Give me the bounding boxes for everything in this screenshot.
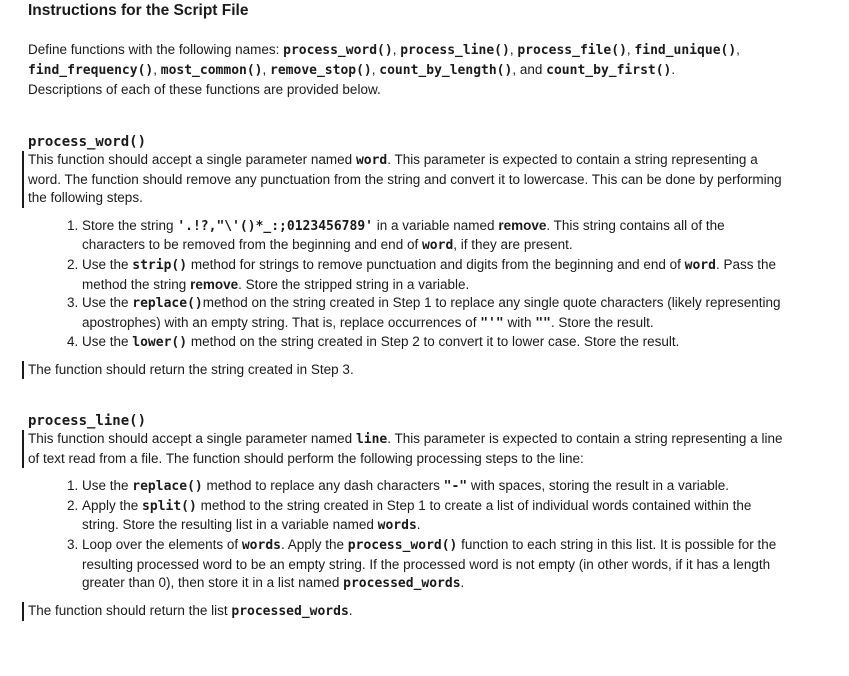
section-process-line bbox=[22, 412, 832, 621]
list-item: 2. Use the strip() method for strings to remove punctuation and digits from the beginning and end of word. Pass the method the string remove. Store the stripped string in a variable. bbox=[82, 256, 782, 294]
fn-find-unique: find_unique() bbox=[634, 43, 737, 58]
list-item: 3. Use the replace()method on the string created in Step 1 to replace any single quote characters (likely representing apostrophes) with an empty string. That is, replace occurrences of "'" with "". Store the result. bbox=[82, 294, 782, 333]
list-item: 4. Use the lower() method on the string created in Step 2 to convert it to lower case. Store the result. bbox=[82, 333, 782, 353]
list-item: 3. Loop over the elements of words. Apply the process_word() function to each string in this list. It is possible for the resulting processed word to be an empty string. If the processed word is not empty (in other words, if it has a length greater than 0), then store it in a list named processed_words. bbox=[82, 536, 782, 594]
fn-find-frequency: find_frequency() bbox=[28, 63, 154, 78]
return-statement: The function should return the string created in Step 3. bbox=[22, 361, 832, 379]
section-heading: process_word() bbox=[28, 134, 147, 150]
section-process-word bbox=[22, 133, 832, 379]
section-description bbox=[22, 430, 832, 468]
list-item: 2. Apply the split() method to the string created in Step 1 to create a list of individual words contained within the string. Store the resulting list in a variable named words. bbox=[82, 497, 782, 536]
section-desc-text: This function should accept a single parameter named line. This parameter is expected to contain a string representing a line of text read from a file. The function should perform the following processing steps to the line: bbox=[28, 431, 783, 466]
list-item: 1. Use the replace() method to replace any dash characters "-" with spaces, storing the result in a variable. bbox=[82, 477, 782, 497]
fn-count-by-length: count_by_length() bbox=[379, 63, 513, 78]
fn-process-line: process_line() bbox=[400, 43, 510, 58]
fn-remove-stop: remove_stop() bbox=[270, 63, 372, 78]
section-description bbox=[22, 151, 832, 208]
intro-paragraph: Define functions with the following names: process_word(), process_line(), process_file(), find_unique(), find_frequency(), most_common(), remove_stop(), count_by_length(), and count_by_first(). Descriptions of each of these functions are provided below. bbox=[28, 42, 740, 97]
section-desc-text: This function should accept a single parameter named word. This parameter is expected to contain a string representing a word. The function should remove any punctuation from the string and convert it to lowercase. This can be done by performing the following steps. bbox=[28, 152, 782, 206]
page-title: Instructions for the Script File bbox=[28, 2, 249, 19]
return-statement: The function should return the list processed_words. bbox=[22, 602, 832, 621]
fn-most-common: most_common() bbox=[160, 63, 263, 78]
param-word: word bbox=[355, 153, 388, 168]
steps-list bbox=[22, 477, 782, 594]
fn-count-by-first: count_by_first() bbox=[546, 63, 672, 78]
param-line: line bbox=[355, 432, 388, 447]
fn-process-file: process_file() bbox=[517, 43, 627, 58]
fn-process-word: process_word() bbox=[283, 43, 393, 58]
intro-suffix: Descriptions of each of these functions are provided below. bbox=[28, 82, 381, 97]
section-heading: process_line() bbox=[28, 413, 147, 429]
intro-and: and bbox=[519, 62, 543, 77]
intro-prefix: Define functions with the following names: bbox=[28, 42, 284, 57]
steps-list bbox=[22, 217, 782, 353]
list-item: 1. Store the string '.!?,"\'()*_:;0123456789' in a variable named remove. This string contains all of the characters to be removed from the beginning and end of word, if they are present. bbox=[82, 217, 782, 256]
